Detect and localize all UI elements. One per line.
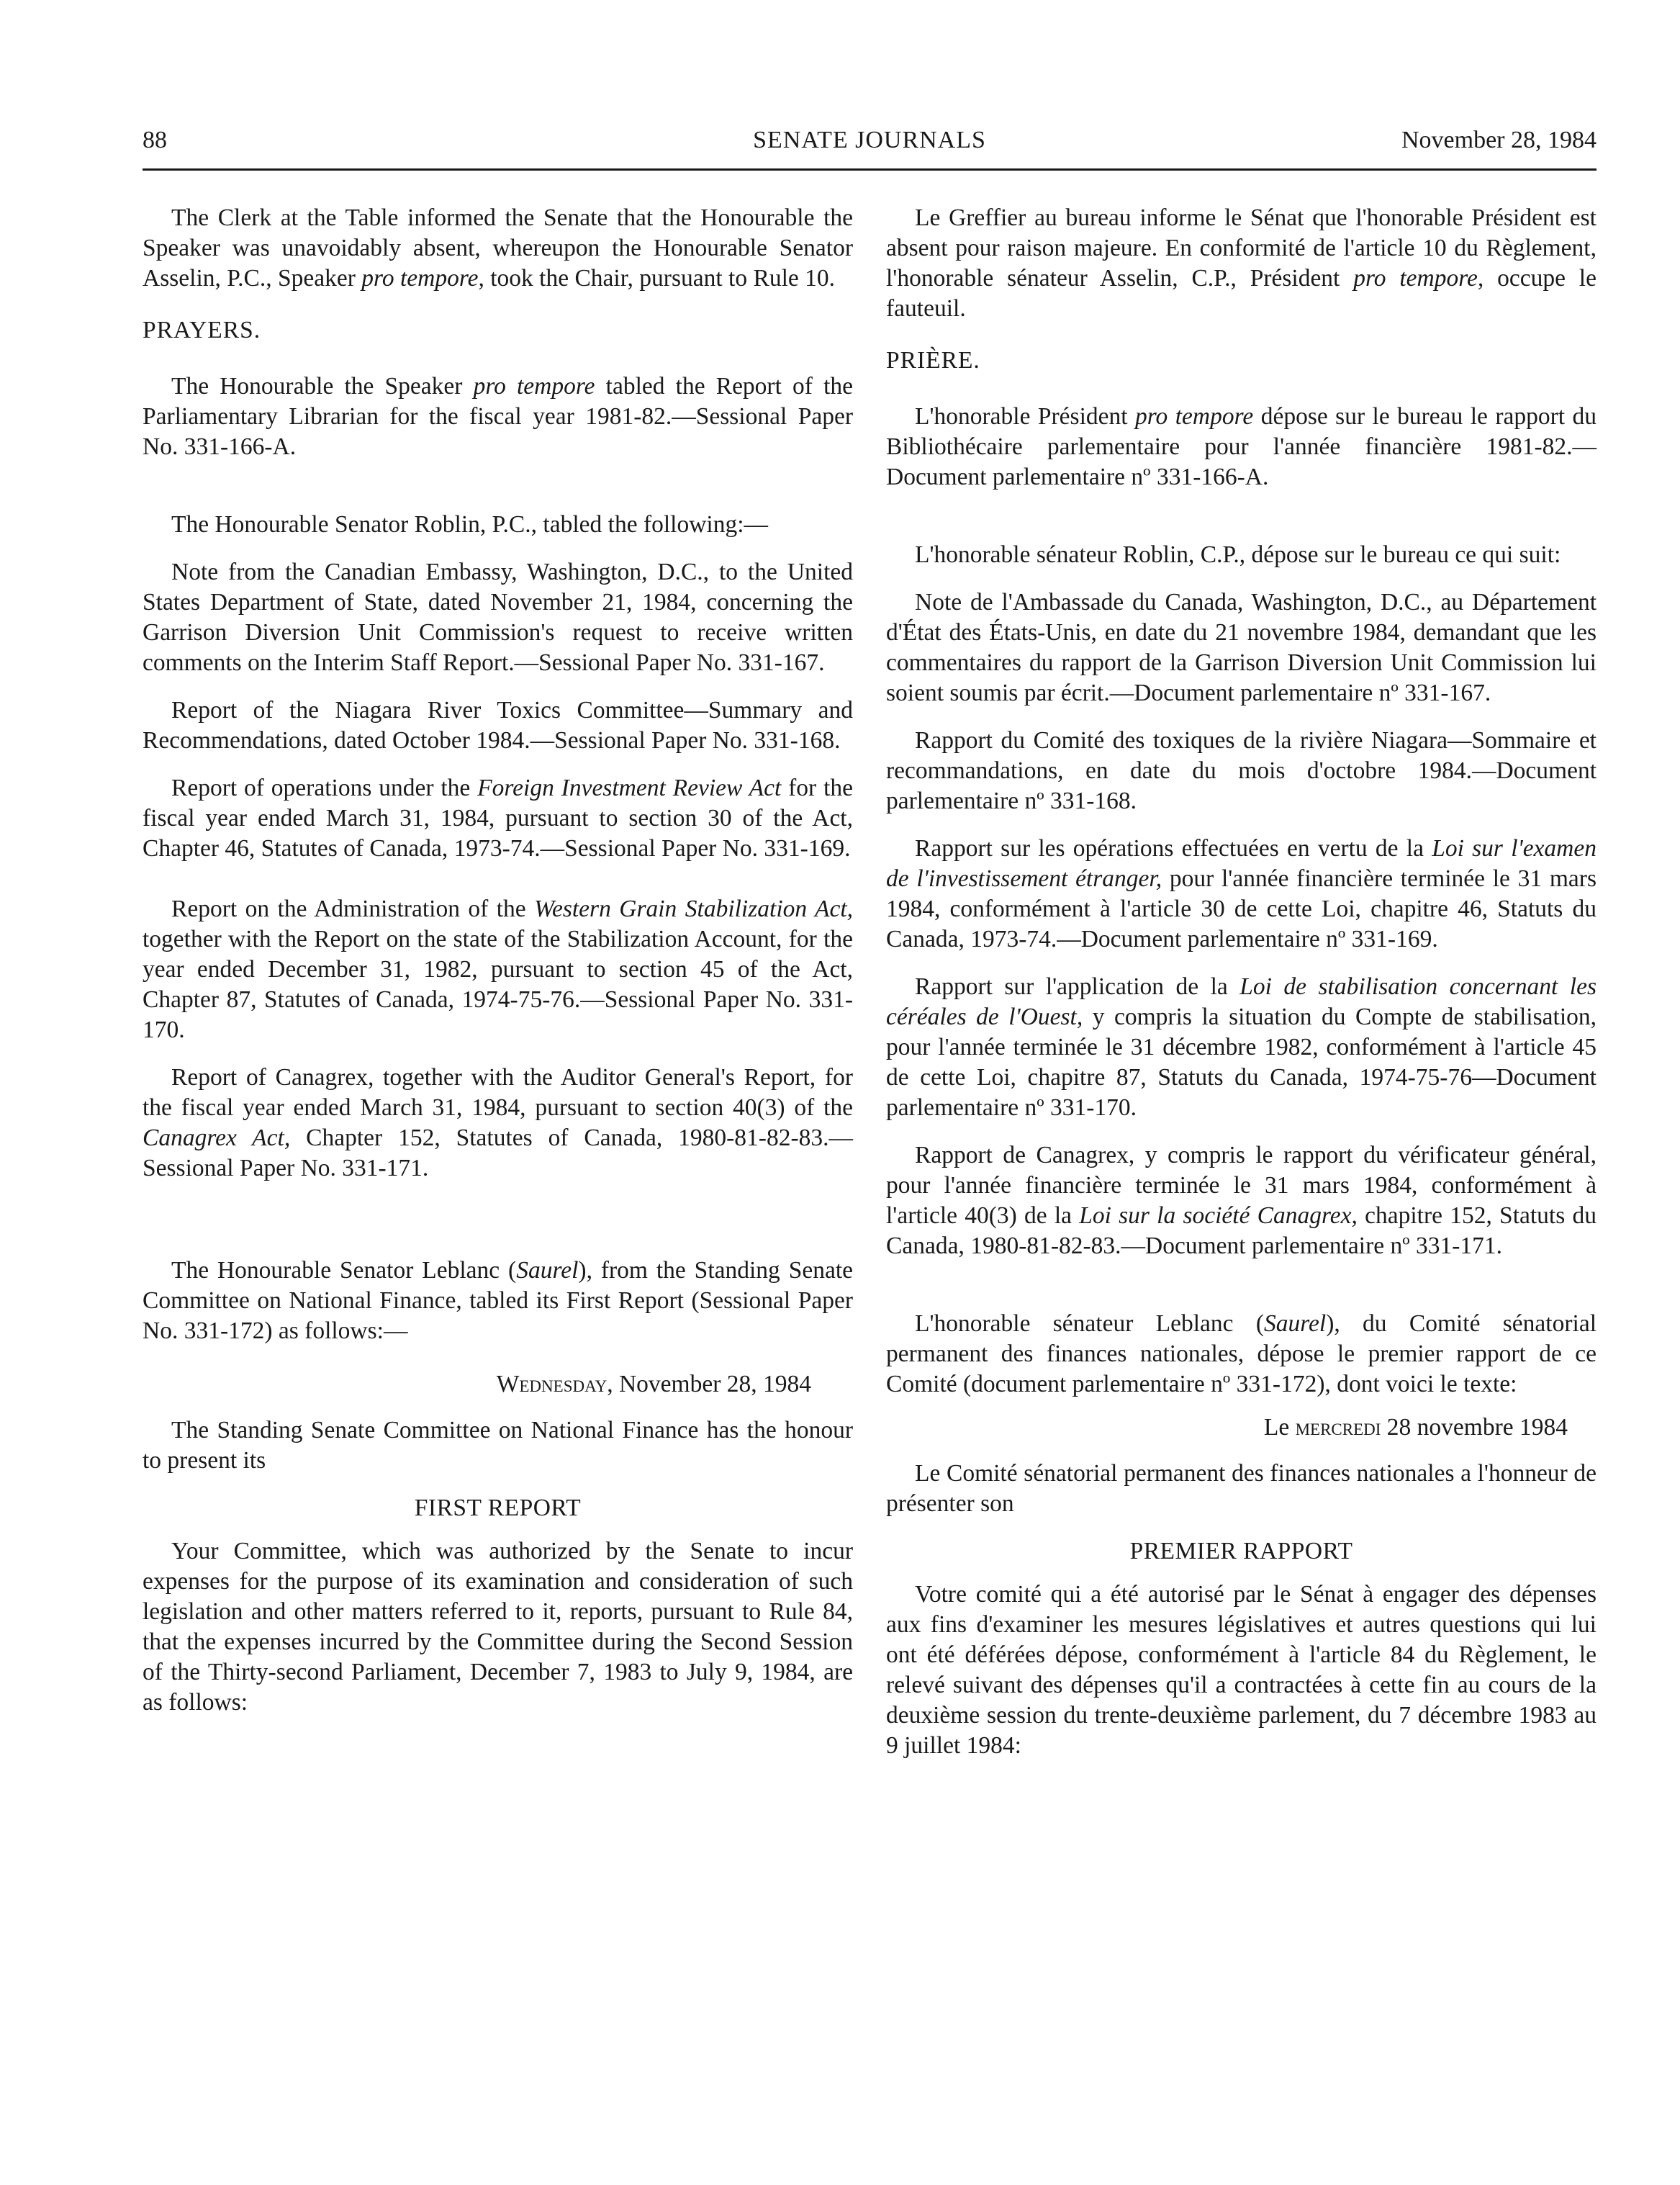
leblanc-fr-paragraph: L'honorable sénateur Leblanc (Saurel), du Comité sénatorial permanent des finances nationales, dépose le premier rapport de ce Comité (document parlementaire nº 331-172), dont voici le texte: [886, 1310, 1597, 1397]
page-number: 88 [143, 127, 167, 153]
french-column [886, 203, 1597, 1778]
header-rule [143, 168, 1597, 171]
comite-intro-paragraph: Le Comité sénatorial permanent des finances nationales a l'honneur de présenter son [886, 1460, 1597, 1517]
ambassade-note-paragraph: Note de l'Ambassade du Canada, Washington, D.C., au Département d'État des États-Unis, en date du 21 novembre 1984, demandant que les commentaires du rapport de la Garrison Diversion Unit Commission lui soient soumis par écrit.—Document parlementaire nº 331-167. [886, 589, 1597, 706]
roblin-fr-paragraph: L'honorable sénateur Roblin, C.P., dépose sur le bureau ce qui suit: [915, 541, 1561, 568]
rapport-dateline: Le mercredi 28 novembre 1984 [1263, 1414, 1568, 1441]
committee-intro-paragraph: The Standing Senate Committee on National Finance has the honour to present its [143, 1417, 853, 1474]
niagara-fr-paragraph: Rapport du Comité des toxiques de la rivière Niagara—Sommaire et recommandations, en date du mois d'octobre 1984.—Document parlementaire nº 331-168. [886, 727, 1597, 814]
depenses-paragraph: Votre comité qui a été autorisé par le Sénat à engager des dépenses aux fins d'examiner les mesures législatives et autres questions qui lui ont été déférées dépose, conformément à l'article 84 du Règlement, le relevé suivant des dépenses qu'il a contractées à cette fin au cours de la deuxième session du trente-deuxième parlement, du 7 décembre 1983 au 9 juillet 1984: [886, 1581, 1597, 1759]
journal-title: SENATE JOURNALS [753, 127, 986, 153]
header-date: November 28, 1984 [1401, 127, 1597, 153]
embassy-note-paragraph: Note from the Canadian Embassy, Washington, D.C., to the United States Department of State, dated November 21, 1984, concerning the Garrison Diversion Unit Commission's request to receive written comments on the Interim Staff Report.—Sessional Paper No. 331-167. [143, 559, 853, 676]
report-title: FIRST REPORT [414, 1495, 582, 1521]
grain-stabilization-paragraph: Report on the Administration of the Western Grain Stabilization Act, together with the Report on the state of the Stabilization Account, for the year ended December 31, 1982, pursuant to section 45 of the Act, Chapter 87, Statutes of Canada, 1974-75-76.—Sessional Paper No. 331-170. [143, 896, 853, 1043]
priere-heading: PRIÈRE. [886, 347, 980, 374]
fira-report-paragraph: Report of operations under the Foreign Investment Review Act for the fiscal year ended March 31, 1984, pursuant to section 30 of the Act, Chapter 46, Statutes of Canada, 1973-74.—Sessional Paper No. 331-169. [143, 775, 853, 862]
english-column [143, 203, 853, 1735]
bibliothecaire-paragraph: L'honorable Président pro tempore dépose sur le bureau le rapport du Bibliothécaire parlementaire pour l'année financière 1981-82.—Document parlementaire nº 331-166-A. [886, 403, 1597, 490]
clerk-paragraph: The Clerk at the Table informed the Senate that the Honourable the Speaker was unavoidably absent, whereupon the Honourable Senator Asselin, P.C., Speaker pro tempore, took the Chair, pursuant to Rule 10. [143, 204, 853, 292]
niagara-report-paragraph: Report of the Niagara River Toxics Committee—Summary and Recommendations, dated October 1984.—Sessional Paper No. 331-168. [143, 697, 853, 754]
greffier-paragraph: Le Greffier au bureau informe le Sénat que l'honorable Président est absent pour raison majeure. En conformité de l'article 10 du Règlement, l'honorable sénateur Asselin, C.P., Président pro tempore, occupe le fauteuil. [886, 204, 1597, 322]
examen-investissement-paragraph: Rapport sur les opérations effectuées en vertu de la Loi sur l'examen de l'investissement étranger, pour l'année financière terminée le 31 mars 1984, conformément à l'article 30 de cette Loi, chapitre 46, Statuts du Canada, 1973-74.—Document parlementaire nº 331-169. [886, 835, 1597, 952]
roblin-paragraph: The Honourable Senator Roblin, P.C., tabled the following:— [171, 511, 769, 538]
canagrex-paragraph: Report of Canagrex, together with the Auditor General's Report, for the fiscal year ended March 31, 1984, pursuant to section 40(3) of the Canagrex Act, Chapter 152, Statutes of Canada, 1980-81-82-83.—Sessional Paper No. 331-171. [143, 1064, 853, 1181]
page-header [143, 127, 1597, 167]
stabilisation-cereales-paragraph: Rapport sur l'application de la Loi de stabilisation concernant les céréales de l'Ouest, y compris la situation du Compte de stabilisation, pour l'année terminée le 31 décembre 1982, conformément à l'article 45 de cette Loi, chapitre 87, Statuts du Canada, 1974-75-76—Document parlementaire nº 331-170. [886, 973, 1597, 1121]
leblanc-paragraph: The Honourable Senator Leblanc (Saurel), from the Standing Senate Committee on National Finance, tabled its First Report (Sessional Paper No. 331-172) as follows:— [143, 1257, 853, 1344]
rapport-title: PREMIER RAPPORT [1129, 1538, 1353, 1564]
prayers-heading: PRAYERS. [143, 317, 261, 343]
report-dateline: Wednesday, November 28, 1984 [496, 1371, 811, 1397]
canagrex-fr-paragraph: Rapport de Canagrex, y compris le rapport du vérificateur général, pour l'année financière terminée le 31 mars 1984, conformément à l'article 40(3) de la Loi sur la société Canagrex, chapitre 152, Statuts du Canada, 1980-81-82-83.—Document parlementaire nº 331-171. [886, 1142, 1597, 1259]
expenses-paragraph: Your Committee, which was authorized by the Senate to incur expenses for the purpose of its examination and consideration of such legislation and other matters referred to it, reports, pursuant to Rule 84, that the expenses incurred by the Committee during the Second Session of the Thirty-second Parliament, December 7, 1983 to July 9, 1984, are as follows: [143, 1538, 853, 1716]
librarian-paragraph: The Honourable the Speaker pro tempore tabled the Report of the Parliamentary Librarian for the fiscal year 1981-82.—Sessional Paper No. 331-166-A. [143, 373, 853, 460]
